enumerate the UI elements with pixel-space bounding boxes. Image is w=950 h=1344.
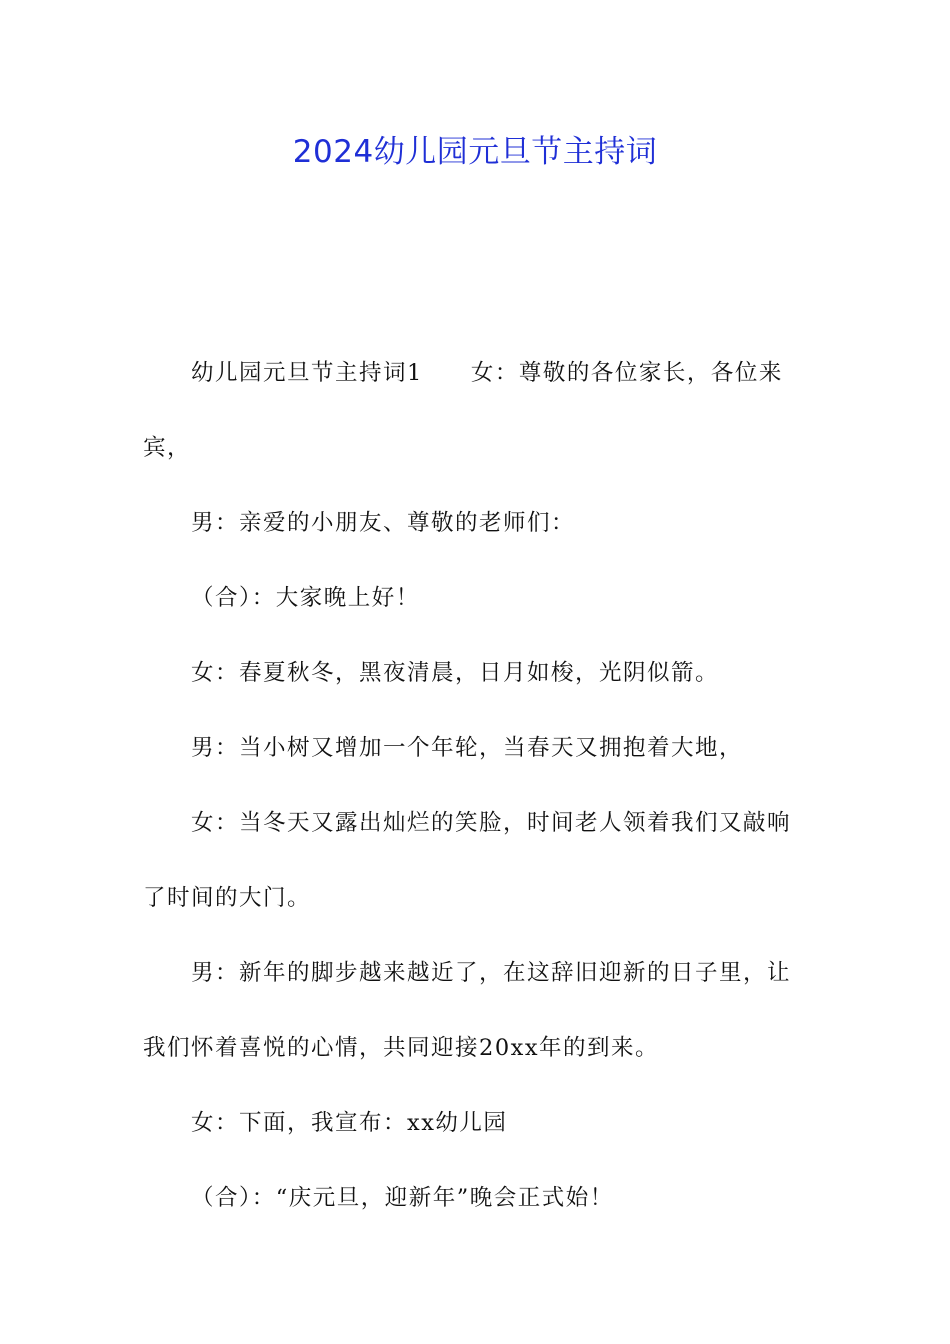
paragraph-7: 男：新年的脚步越来越近了，在这辞旧迎新的日子里，让我们怀着喜悦的心情，共同迎接20xx年的到来。: [143, 960, 792, 1061]
document-title: 2024幼儿园元旦节主持词: [292, 134, 658, 170]
paragraph-4: 女：春夏秋冬，黑夜清晨，日月如梭，光阴似箭。: [191, 660, 720, 686]
paragraph-9: （合）：“庆元旦，迎新年”晚会正式始！: [191, 1185, 614, 1211]
document-body: [143, 336, 807, 1236]
paragraph-6: 女：当冬天又露出灿烂的笑脸，时间老人领着我们又敲响了时间的大门。: [143, 810, 792, 911]
paragraph-5: 男：当小树又增加一个年轮，当春天又拥抱着大地，: [191, 735, 744, 761]
paragraph-8: 女：下面，我宣布：xx幼儿园: [191, 1110, 508, 1136]
paragraph-1: 幼儿园元旦节主持词1 女：尊敬的各位家长，各位来宾，: [143, 360, 783, 461]
paragraph-2: 男：亲爱的小朋友、尊敬的老师们：: [191, 510, 576, 536]
paragraph-3: （合）：大家晚上好！: [191, 585, 420, 611]
